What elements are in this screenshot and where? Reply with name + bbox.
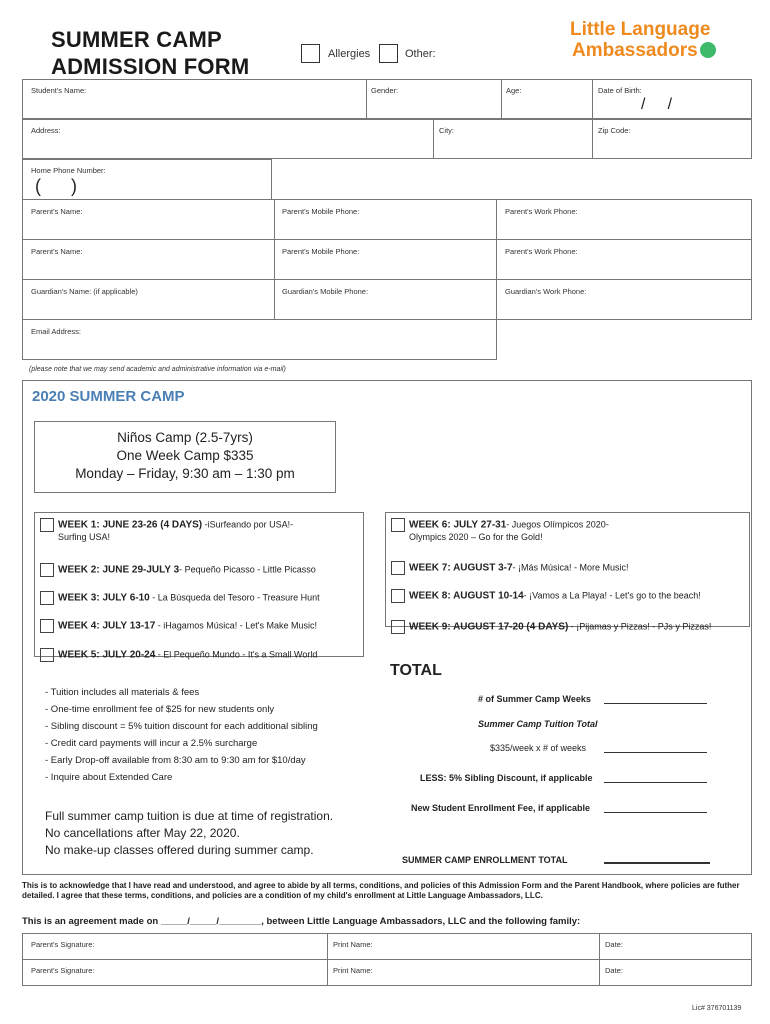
date-field-2[interactable]: Date:: [599, 959, 752, 986]
acknowledgment-text: This is to acknowledge that I have read and understood, and agree to abide by all terms, conditions, and policies of this Admission Form and the Parent Handbook, where policies are futher detailed. I agree that these terms, conditions, and policies are a condition of my child's enrollment at Little Language Ambassadors, LLC.: [22, 881, 740, 900]
home-phone-field[interactable]: Home Phone Number: ( ): [22, 159, 272, 200]
week-7-checkbox[interactable]: [391, 561, 405, 575]
city-field[interactable]: City:: [433, 119, 593, 159]
ninos-line-2: One Week Camp $335: [116, 448, 254, 463]
week-3-checkbox[interactable]: [40, 591, 54, 605]
parent-mobile-field-2[interactable]: Parent's Mobile Phone:: [274, 239, 497, 280]
bullet-1: - Tuition includes all materials & fees: [45, 687, 200, 698]
agreement-text: This is an agreement made on _____/_____/________, between Little Language Ambassadors, LLC and the following family:: [22, 916, 581, 927]
new-student-fee-label: New Student Enrollment Fee, if applicable: [411, 803, 591, 813]
parent-signature-field-1[interactable]: Parent's Signature:: [22, 933, 328, 960]
print-name-field-1[interactable]: Print Name:: [327, 933, 600, 960]
print-name-field-2[interactable]: Print Name:: [327, 959, 600, 986]
tuition-total-label: Summer Camp Tuition Total: [478, 719, 598, 729]
other-checkbox[interactable]: [379, 44, 398, 63]
week-5-checkbox[interactable]: [40, 648, 54, 662]
email-note: (please note that we may send academic and administrative information via e-mail): [29, 366, 286, 373]
gender-field[interactable]: Gender:: [366, 79, 502, 119]
student-name-field[interactable]: Student's Name:: [22, 79, 367, 119]
week-2[interactable]: WEEK 2: JUNE 29-JULY 3- Pequeño Picasso - Little Picasso: [40, 563, 316, 577]
parent-signature-field-2[interactable]: Parent's Signature:: [22, 959, 328, 986]
logo-line-1: Little Language: [570, 19, 711, 40]
week-2-checkbox[interactable]: [40, 563, 54, 577]
zip-field[interactable]: Zip Code:: [592, 119, 752, 159]
week-8-checkbox[interactable]: [391, 589, 405, 603]
sibling-discount-label: LESS: 5% Sibling Discount, if applicable: [420, 773, 593, 783]
num-weeks-line[interactable]: [604, 703, 707, 704]
enrollment-total-line[interactable]: [604, 862, 710, 864]
total-heading: TOTAL: [390, 662, 442, 679]
fee-line[interactable]: [604, 812, 707, 813]
license-number: Lic# 376701139: [692, 1005, 742, 1012]
parent-work-field-1[interactable]: Parent's Work Phone:: [496, 199, 752, 240]
camp-title: 2020 SUMMER CAMP: [32, 388, 185, 405]
email-field[interactable]: Email Address:: [22, 319, 497, 360]
date-field-1[interactable]: Date:: [599, 933, 752, 960]
sibling-line[interactable]: [604, 782, 707, 783]
bullet-2: - One-time enrollment fee of $25 for new students only: [45, 704, 275, 715]
bullet-4: - Credit card payments will incur a 2.5% surcharge: [45, 738, 258, 749]
other-label: Other:: [405, 48, 436, 60]
bullet-5: - Early Drop-off available from 8:30 am to 9:30 am for $10/day: [45, 755, 306, 766]
week-1[interactable]: WEEK 1: JUNE 23-26 (4 DAYS) -iSurfeando por USA!- Surfing USA!: [40, 518, 293, 542]
allergies-label: Allergies: [328, 48, 371, 60]
guardian-mobile-field[interactable]: Guardian's Mobile Phone:: [274, 279, 497, 320]
bullet-6: - Inquire about Extended Care: [45, 772, 173, 783]
payment-terms: Full summer camp tuition is due at time of registration. No cancellations after May 22, 2020. No make-up classes offered during summer camp.: [45, 809, 334, 857]
dob-slashes: / /: [641, 96, 673, 113]
week-4-checkbox[interactable]: [40, 619, 54, 633]
parent-mobile-field-1[interactable]: Parent's Mobile Phone:: [274, 199, 497, 240]
week-7[interactable]: WEEK 7: AUGUST 3-7- ¡Más Música! - More Music!: [391, 561, 629, 575]
dob-field[interactable]: Date of Birth: / /: [592, 79, 752, 119]
ninos-camp-box: [34, 421, 336, 493]
num-weeks-label: # of Summer Camp Weeks: [478, 694, 591, 704]
ninos-line-1: Niños Camp (2.5-7yrs): [117, 430, 253, 445]
parent-work-field-2[interactable]: Parent's Work Phone:: [496, 239, 752, 280]
per-week-label: $335/week x # of weeks: [490, 743, 587, 753]
globe-logo-icon: [700, 42, 716, 58]
parent-name-field-1[interactable]: Parent's Name:: [22, 199, 275, 240]
address-field[interactable]: Address:: [22, 119, 434, 159]
week-1-checkbox[interactable]: [40, 518, 54, 532]
week-5[interactable]: WEEK 5: JULY 20-24 - El Pequeño Mundo - It's a Small World: [40, 648, 317, 662]
guardian-name-field[interactable]: Guardian's Name: (if applicable): [22, 279, 275, 320]
bullet-3: - Sibling discount = 5% tuition discount for each additional sibling: [45, 721, 318, 732]
week-4[interactable]: WEEK 4: JULY 13-17 - iHagamos Música! - Let's Make Music!: [40, 619, 317, 633]
phone-parens: ( ): [35, 176, 77, 196]
tuition-line[interactable]: [604, 752, 707, 753]
ninos-line-3: Monday – Friday, 9:30 am – 1:30 pm: [75, 466, 295, 481]
logo-line-2: Ambassadors: [572, 40, 698, 61]
week-6[interactable]: WEEK 6: JULY 27-31- Juegos Olímpicos 2020- Olympics 2020 – Go for the Gold!: [391, 518, 609, 542]
week-3[interactable]: WEEK 3: JULY 6-10 - La Búsqueda del Tesoro - Treasure Hunt: [40, 591, 320, 605]
week-9[interactable]: WEEK 9: AUGUST 17-20 (4 DAYS) - ¡Pijamas y Pizzas! - PJs y Pizzas!: [391, 620, 711, 634]
week-9-checkbox[interactable]: [391, 620, 405, 634]
week-8[interactable]: WEEK 8: AUGUST 10-14- ¡Vamos a La Playa! - Let's go to the beach!: [391, 589, 701, 603]
enrollment-total-label: SUMMER CAMP ENROLLMENT TOTAL: [402, 855, 568, 865]
allergies-checkbox[interactable]: [301, 44, 320, 63]
age-field[interactable]: Age:: [501, 79, 593, 119]
parent-name-field-2[interactable]: Parent's Name:: [22, 239, 275, 280]
form-title: [51, 26, 249, 80]
guardian-work-field[interactable]: Guardian's Work Phone:: [496, 279, 752, 320]
title-line-1: SUMMER CAMP: [51, 27, 222, 52]
title-line-2: ADMISSION FORM: [51, 54, 250, 79]
week-6-checkbox[interactable]: [391, 518, 405, 532]
